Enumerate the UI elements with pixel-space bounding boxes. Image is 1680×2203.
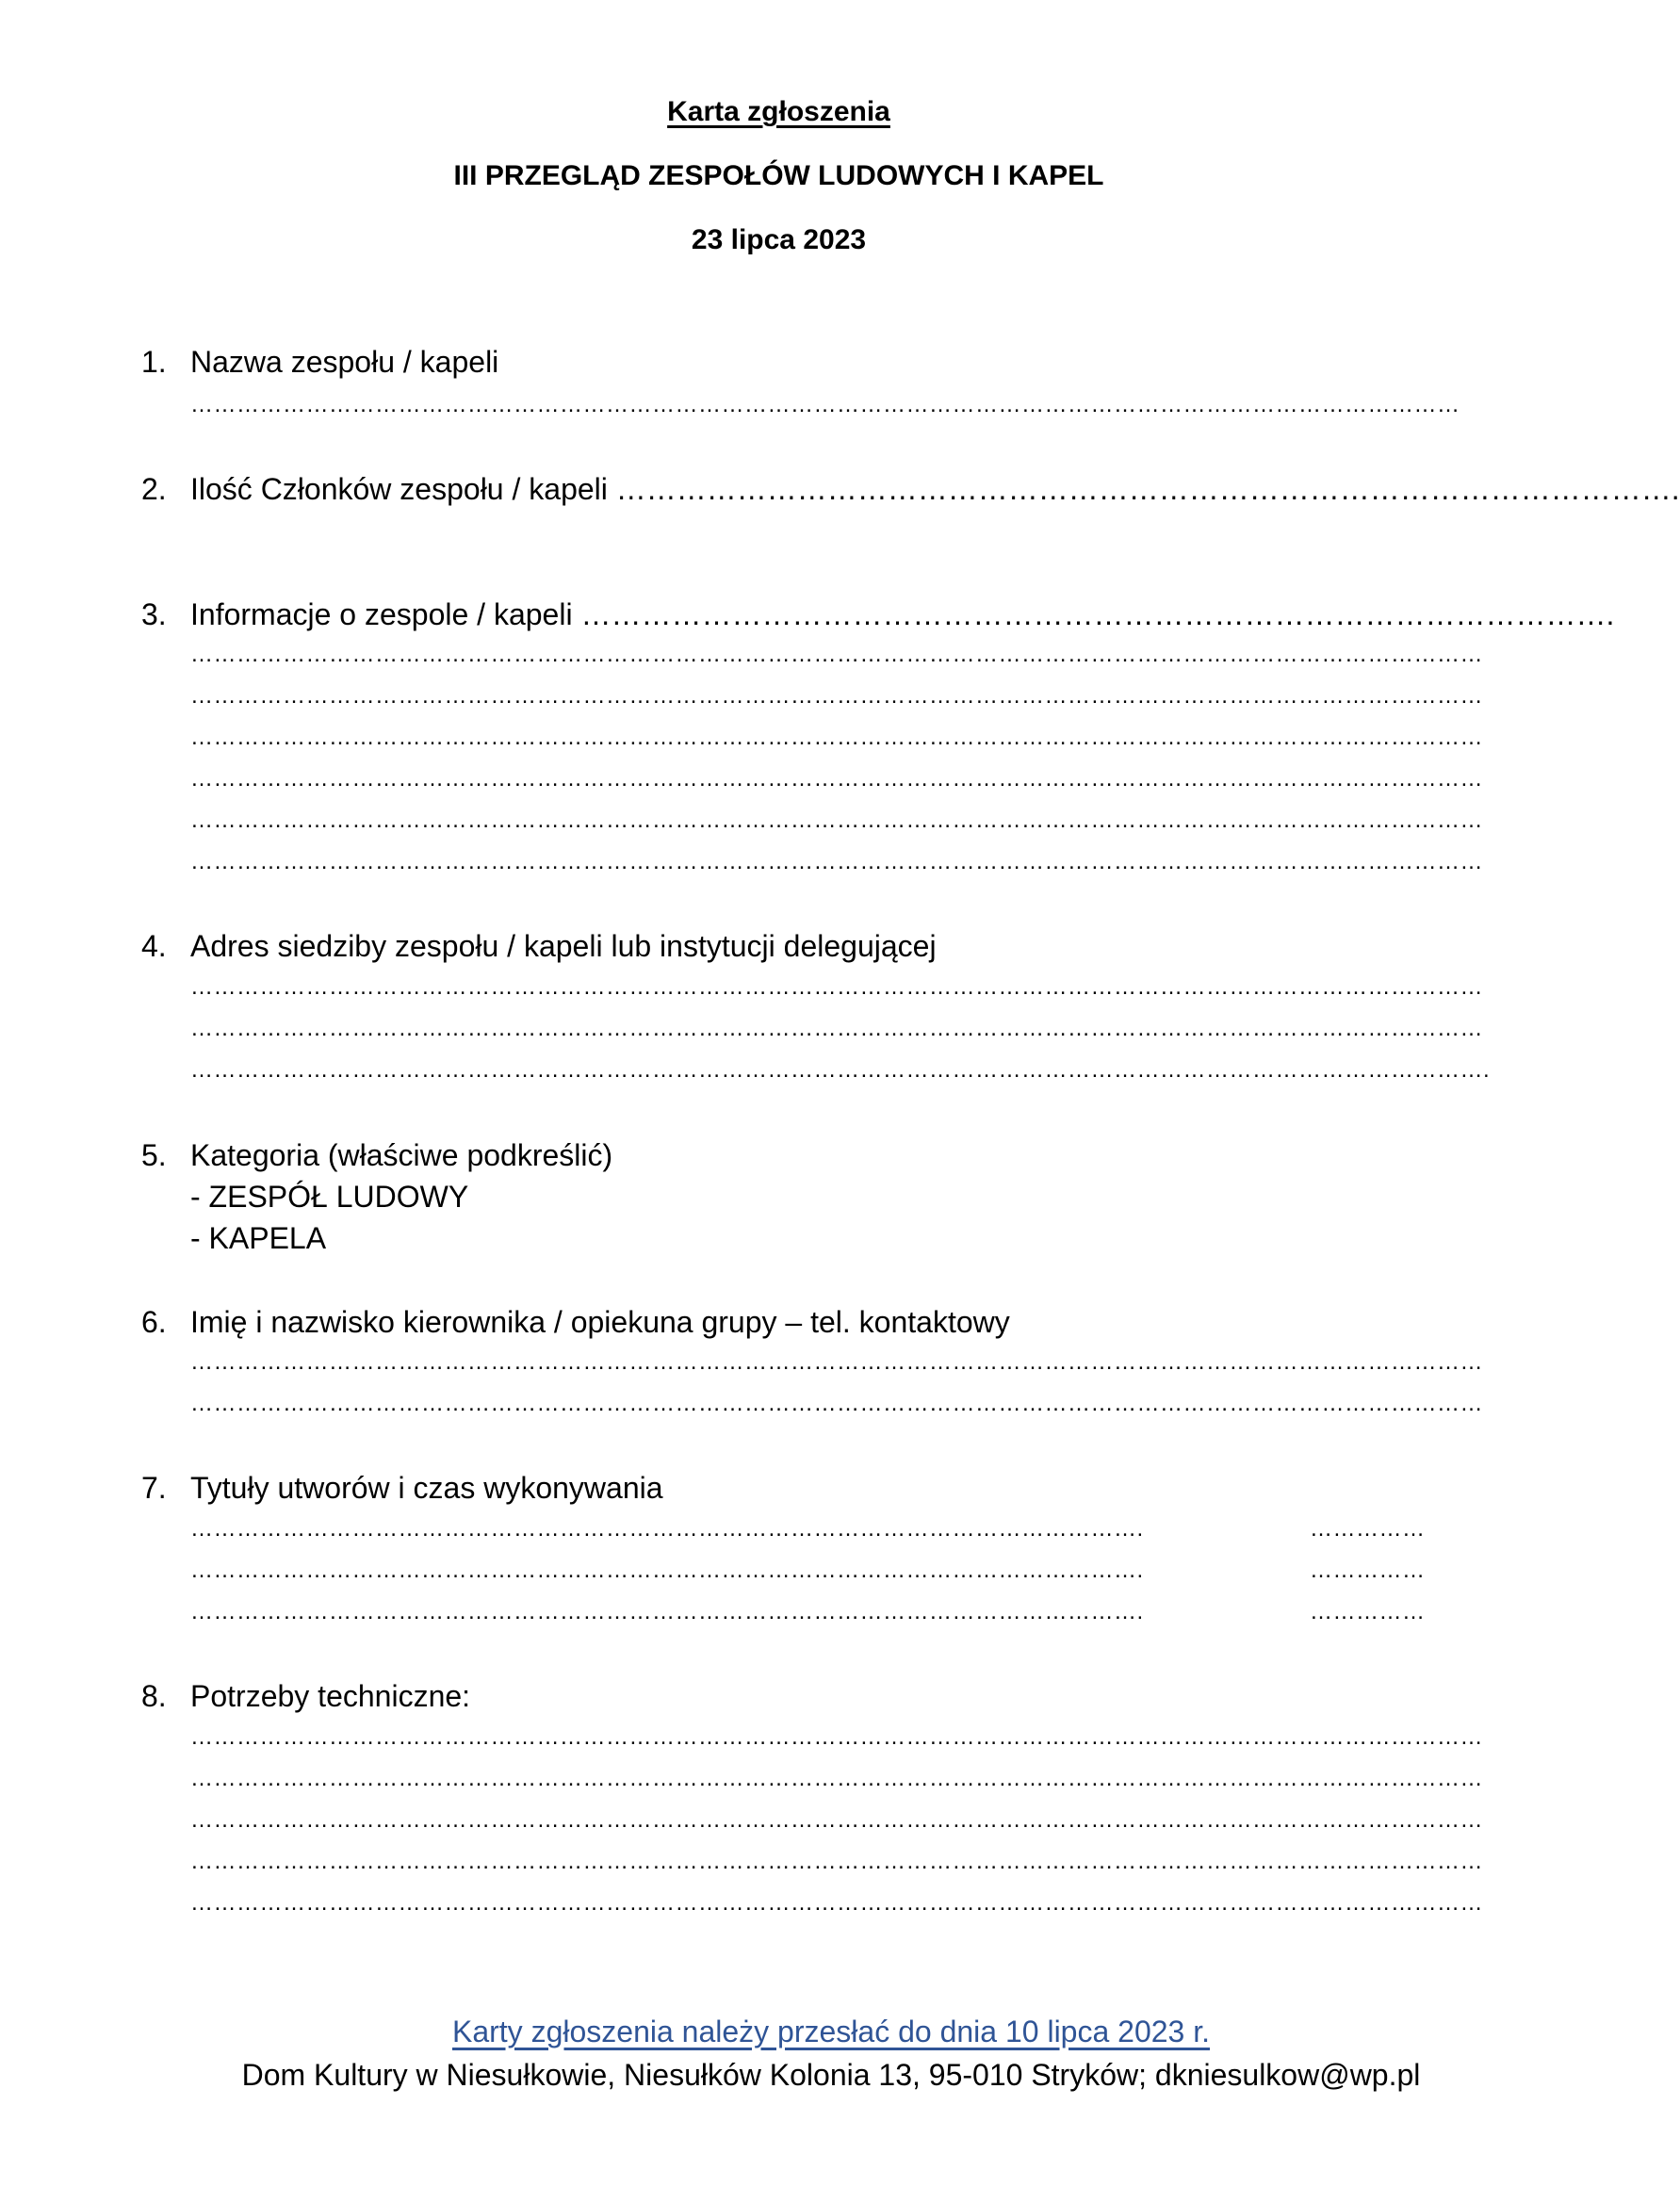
item-label-titles: Tytuły utworów i czas wykonywania [190,1471,663,1505]
item-label-band-name: Nazwa zespołu / kapeli [190,345,499,379]
song-time-field[interactable]: …………… [1310,1516,1426,1542]
item-number-5: 5. [141,1138,167,1172]
item-label-leader: Imię i nazwisko kierownika / opiekuna grupy – tel. kontaktowy [190,1305,1010,1339]
member-count-field[interactable]: Ilość Członków zespołu / kapeli ……………………………………………………………………………………………. [190,472,1680,506]
band-info-field[interactable]: Informacje o zespole / kapeli …………………………………………………………………………………………. [190,597,1615,631]
band-info-line[interactable]: …………………………………………………………………………………………………………………………………………………… [190,766,1483,791]
band-info-line[interactable]: …………………………………………………………………………………………………………………………………………………… [190,808,1483,833]
band-info-line[interactable]: …………………………………………………………………………………………………………………………………………………… [190,849,1483,874]
item-label-technical-needs: Potrzeby techniczne: [190,1679,471,1713]
category-option-folk-group[interactable]: - ZESPÓŁ LUDOWY [190,1180,469,1214]
address-line[interactable]: ……………………………………………………………………………………………………………………………………………………. [190,1057,1491,1083]
song-title-field[interactable]: ……………………………………………………………………………………………………………. [190,1516,1144,1542]
song-title-field[interactable]: ……………………………………………………………………………………………………………. [190,1599,1144,1624]
technical-needs-line[interactable]: …………………………………………………………………………………………………………………………………………………… [190,1849,1483,1874]
technical-needs-line[interactable]: …………………………………………………………………………………………………………………………………………………… [190,1766,1483,1791]
leader-line[interactable]: …………………………………………………………………………………………………………………………………………………… [190,1349,1483,1375]
technical-needs-line[interactable]: …………………………………………………………………………………………………………………………………………………… [190,1724,1483,1750]
band-info-line[interactable]: …………………………………………………………………………………………………………………………………………………… [190,725,1483,750]
item-number-7: 7. [141,1471,167,1505]
deadline-notice-link[interactable]: Karty zgłoszenia należy przesłać do dnia 10 lipca 2023 r. [451,2015,1211,2048]
technical-needs-line[interactable]: …………………………………………………………………………………………………………………………………………………… [190,1807,1483,1833]
item-number-8: 8. [141,1679,167,1713]
song-time-field[interactable]: …………… [1310,1599,1426,1624]
leader-line[interactable]: …………………………………………………………………………………………………………………………………………………… [190,1391,1483,1416]
event-name: III PRZEGLĄD ZESPOŁÓW LUDOWYCH I KAPEL [453,160,1104,191]
organizer-address: Dom Kultury w Niesułkowie, Niesułków Kolonia 13, 95-010 Stryków; dkniesulkow@wp.pl [241,2058,1421,2092]
band-info-line[interactable]: …………………………………………………………………………………………………………………………………………………… [190,683,1483,709]
address-line[interactable]: …………………………………………………………………………………………………………………………………………………… [190,974,1483,1000]
event-date: 23 lipca 2023 [691,224,867,255]
item-number-3: 3. [141,597,167,631]
song-time-field[interactable]: …………… [1310,1558,1426,1583]
form-title: Karta zgłoszenia [667,96,890,127]
category-option-band[interactable]: - KAPELA [190,1221,327,1255]
item-label-category: Kategoria (właściwe podkreślić) [190,1138,613,1172]
item-number-2: 2. [141,472,167,506]
technical-needs-line[interactable]: …………………………………………………………………………………………………………………………………………………… [190,1890,1483,1916]
item-number-4: 4. [141,929,167,963]
item-number-6: 6. [141,1305,167,1339]
band-name-field[interactable]: ………………………………………………………………………………………………………………………………………………… [190,392,1460,417]
song-title-field[interactable]: ……………………………………………………………………………………………………………. [190,1558,1144,1583]
item-number-1: 1. [141,345,167,379]
band-info-line[interactable]: …………………………………………………………………………………………………………………………………………………… [190,642,1483,667]
item-label-address: Adres siedziby zespołu / kapeli lub instytucji delegującej [190,929,937,963]
address-line[interactable]: …………………………………………………………………………………………………………………………………………………… [190,1016,1483,1041]
